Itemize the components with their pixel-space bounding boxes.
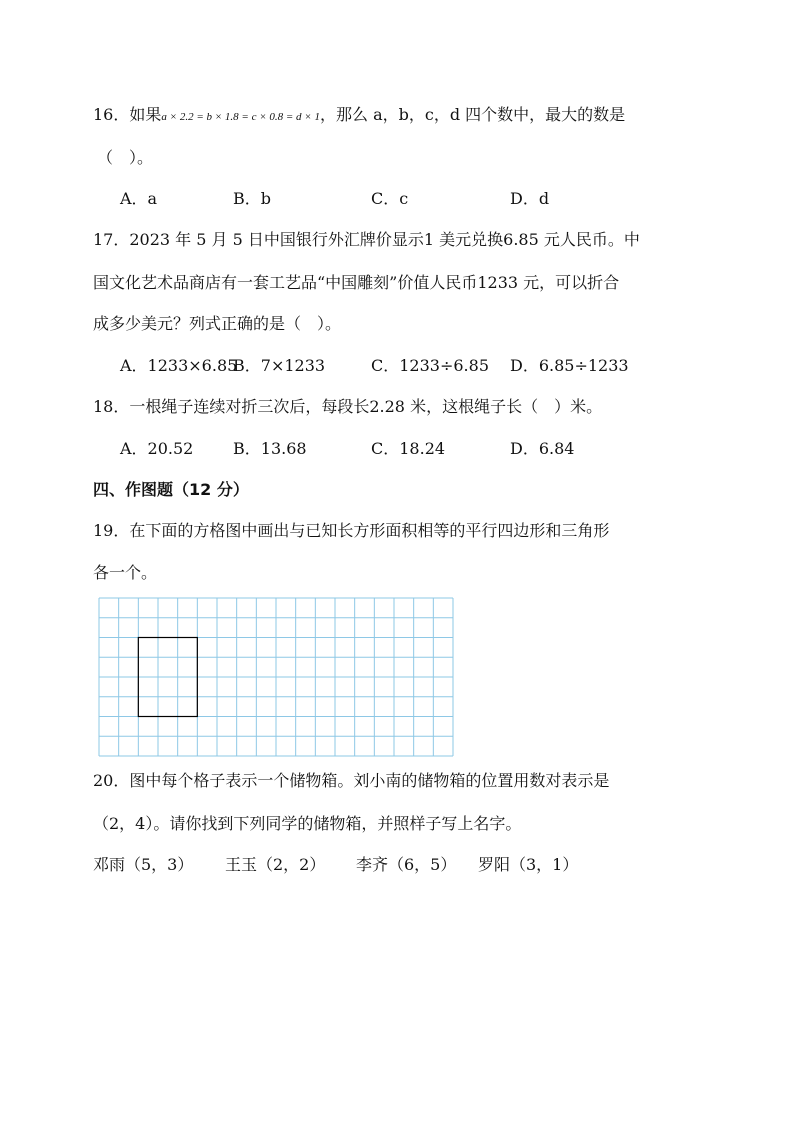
q16-number: 16． [93, 105, 130, 124]
q16-formula: a × 2.2 = b × 1.8 = c × 0.8 = d × 1 [161, 111, 320, 123]
q17-line3: 成多少美元？列式正确的是（ ）。 [93, 314, 342, 333]
q17-option-c: C．1233÷6.85 [371, 356, 489, 375]
q17-option-a: A．1233×6.85 [120, 356, 238, 375]
q16-prefix: 如果 [129, 105, 162, 124]
grid-lines [99, 598, 453, 756]
q16-blank: （ ）。 [97, 148, 154, 167]
section-heading: 四、作图题（12 分） [93, 480, 249, 499]
q19-line1: 19．在下面的方格图中画出与已知长方形面积相等的平行四边形和三角形 [93, 521, 610, 540]
q19-line2: 各一个。 [93, 563, 158, 582]
q18-option-b: B．13.68 [233, 439, 307, 458]
q18-line1: 18．一根绳子连续对折三次后，每段长2.28 米，这根绳子长（ ）米。 [93, 397, 603, 416]
drawing-grid[interactable] [98, 597, 454, 757]
q18-option-c: C．18.24 [371, 439, 446, 458]
q18-option-d: D．6.84 [510, 439, 575, 458]
student-name: 邓雨（5，3） [93, 855, 194, 874]
q17-line1: 17．2023 年 5 月 5 日中国银行外汇牌价显示1 美元兑换6.85 元人民币。中 [93, 230, 640, 249]
student-name: 李齐（6，5） [356, 855, 457, 874]
q17-option-d: D．6.85÷1233 [510, 356, 629, 375]
q20-line1: 20．图中每个格子表示一个储物箱。刘小南的储物箱的位置用数对表示是 [93, 771, 610, 790]
q16-option-a: A．a [120, 189, 158, 208]
student-name: 王玉（2，2） [225, 855, 326, 874]
q18-option-a: A．20.52 [120, 439, 194, 458]
q16-option-b: B．b [233, 189, 272, 208]
q20-line2: （2，4）。请你找到下列同学的储物箱，并照样子写上名字。 [93, 814, 522, 833]
q17-line2: 国文化艺术品商店有一套工艺品“中国雕刻”价值人民币1233 元，可以折合 [93, 273, 620, 292]
q16-line1 [93, 107, 625, 123]
q16-option-d: D．d [510, 189, 550, 208]
q16-option-c: C．c [371, 189, 409, 208]
q17-option-b: B．7×1233 [233, 356, 326, 375]
q16-suffix: ，那么 a，b，c，d 四个数中，最大的数是 [319, 105, 626, 124]
student-name: 罗阳（3，1） [478, 855, 579, 874]
